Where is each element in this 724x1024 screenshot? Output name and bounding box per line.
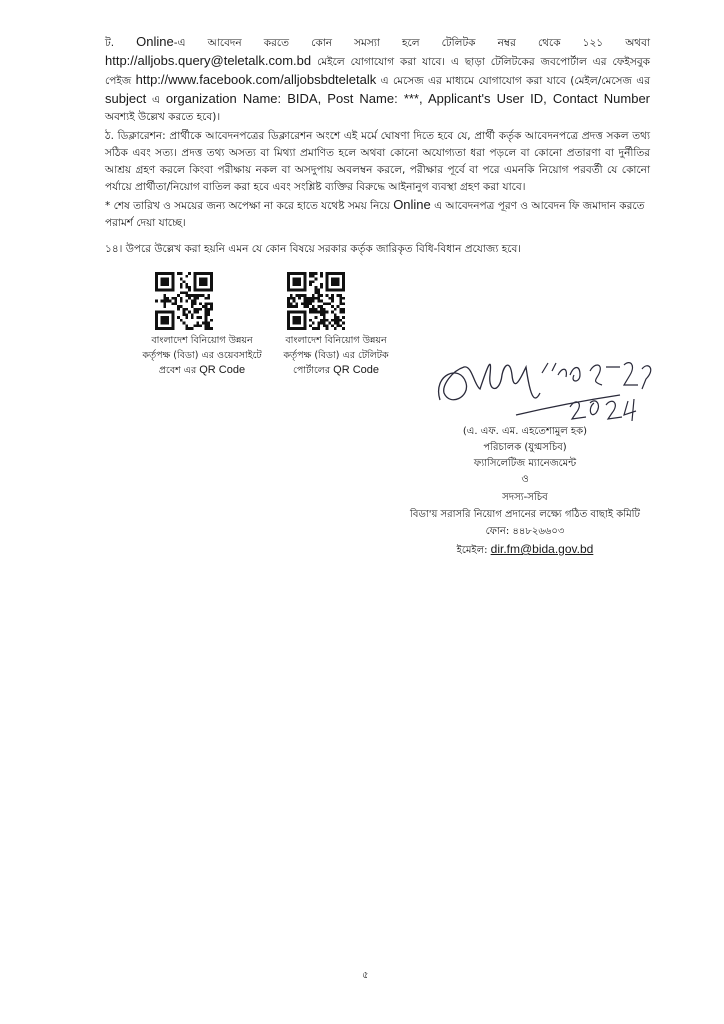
signatory-committee: বিডা'য় সরাসরি নিয়োগ প্রদানের লক্ষ্যে গঠিত বাছাই কমিটি	[410, 509, 640, 520]
signatory-name: (এ. এফ. এম. এহতেশামুল হক)	[462, 426, 588, 437]
deadline-note: * শেষ তারিখ ও সময়ের জন্য অপেক্ষা না করে হাতে যথেষ্ট সময় নিয়ে Online এ আবেদনপত্র পূরণ ও আবেদন ফি জমাদান করতে পরামর্শ দেয়া যাচ্ছে।	[105, 197, 645, 229]
signatory-phone: ফোন: ৪৪৮২৬৬০৩	[485, 526, 565, 537]
signatory-title: পরিচালক (যুগ্মসচিব)	[483, 442, 567, 453]
signatory-and: ও	[521, 474, 529, 485]
facebook-page-link[interactable]: http://www.facebook.com/alljobsbdteletalk	[135, 72, 377, 87]
page-number: ৫	[362, 970, 369, 981]
qr1-caption: বাংলাদেশ বিনিয়োগ উন্নয়ন কর্তৃপক্ষ (বিডা) এর ওয়েবসাইটে প্রবেশ এর QR Code	[142, 335, 262, 376]
signatory-department: ফ্যাসিলেটিজ ম্যানেজমেন্ট	[473, 458, 577, 469]
signatory-email-link[interactable]: dir.fm@bida.gov.bd	[490, 542, 594, 556]
bida-website-qr-code	[155, 272, 213, 330]
signatory-role: সদস্য-সচিব	[502, 492, 548, 503]
teletalk-portal-qr-code	[287, 272, 345, 330]
qr2-caption: বাংলাদেশ বিনিয়োগ উন্নয়ন কর্তৃপক্ষ (বিডা) এর টেলিটক পোর্টালের QR Code	[283, 335, 389, 376]
handwritten-signature	[430, 345, 670, 435]
clause-14: ১৪। উপরে উল্লেখ করা হয়নি এমন যে কোন বিষয়ে সরকার কর্তৃক জারিকৃত বিধি-বিধান প্রযোজ্য হবে।	[105, 243, 522, 255]
signatory-email: ইমেইল: dir.fm@bida.gov.bd	[456, 542, 594, 556]
teletalk-email-link[interactable]: http://alljobs.query@teletalk.com.bd	[105, 53, 312, 68]
clause-t: ট. Online-এ আবেদন করতে কোন সমস্যা হলে টেলিটক নম্বর থেকে ১২১ অথবা http://alljobs.query@teletalk.com.bd মেইলে যোগাযোগ করা যাবে। এ ছাড়া টেলিটকের জবপোর্টাল এর ফেইসবুক পেইজ http://www.facebook.com/alljobsbdteletalk এ মেসেজ এর মাধ্যমে যোগাযোগ করা যাবে (মেইল/মেসেজ এর subject এ organization Name: BIDA, Post Name: ***, Applicant's User ID, Contact Number অবশ্যই উল্লেখ করতে হবে)।	[105, 34, 651, 123]
clause-th-declaration: ঠ. ডিক্লারেশন: প্রার্থীকে আবেদনপত্রের ডিক্লারেশন অংশে এই মর্মে ঘোষণা দিতে হবে যে, প্রার্থী কর্তৃক আবেদনপত্রে প্রদত্ত সকল তথ্য সঠিক এবং সত্য। প্রদত্ত তথ্য অসত্য বা মিথ্যা প্রমাণিত হলে অথবা কোনো অযোগ্যতা ধরা পড়লে বা কোনো প্রতারণা বা দুর্নীতির আশ্রয় গ্রহণ করলে কিংবা পরীক্ষায় নকল বা অসদুপায় অবলম্বন করলে, পরীক্ষার পূর্বে বা পরে এমনকি নিয়োগ পরবর্তী যে কোনো পর্যায়ে প্রার্থীতা/নিয়োগ বাতিল করা হবে এবং সংশ্লিষ্ট ব্যক্তির বিরুদ্ধে আইনানুগ ব্যবস্থা গ্রহণ করা যাবে।	[105, 130, 650, 193]
